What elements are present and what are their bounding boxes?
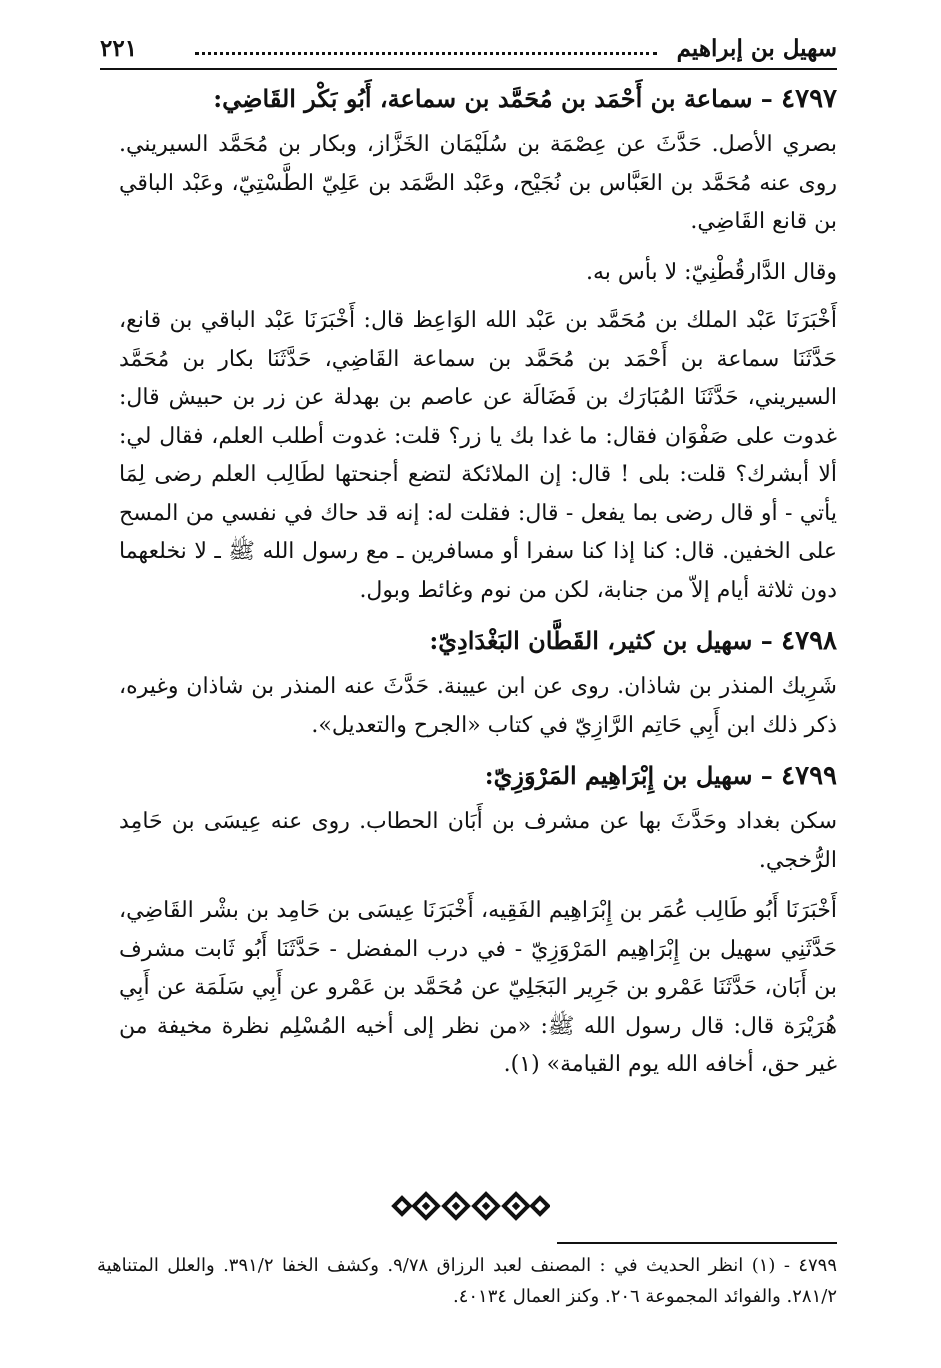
entry-paragraph: بصري الأصل. حَدَّثَ عن عِصْمَة بن سُلَيْمَان الخَزَّاز، وبكار بن مُحَمَّد السيريني. روى عنه مُحَمَّد بن العَبَّاس بن نُجَيْح، وعَبْد الصَّمَد بن عَلِيّ الطَّسْتِيّ، وعَبْد الباقي بن قانع القَاضِي. <box>119 132 837 234</box>
footnotes <box>97 1250 837 1312</box>
entry-heading <box>119 80 837 118</box>
entry-name: سهيل بن كثير، القَطَّان البَغْدَادِيّ: <box>429 626 753 655</box>
entry-paragraph: أَخْبَرَنَا أَبُو طَالِب عُمَر بن إِبْرَاهِيم الفَقِيه، أَخْبَرَنَا عِيسَى بن حَامِد بن بشْر القَاضِي، حَدَّثَنِي سهيل بن إِبْرَاهِيم المَرْوَزِيّ - في درب المفضل - حَدَّثَنَا أَبُو ثَابت مشرف بن أَبَان، حَدَّثَنَا عَمْرو بن جَرِير البَجَلِيّ عن مُحَمَّد بن عَمْرو عن أَبِي سَلَمَة عن أَبِي هُرَيْرَة قال: قال رسول الله ﷺ: «من نظر إلى أخيه المُسْلِم نظرة مخيفة من غير حق، أخافه الله يوم القيامة» (١). <box>119 898 837 1077</box>
entry-number: ٤٧٩٧ <box>781 84 837 114</box>
footnote-rule <box>557 1242 837 1244</box>
entry-heading <box>119 757 837 795</box>
footnote: ٤٧٩٩ - (١) انظر الحديث في : المصنف لعبد الرزاق ٩/٧٨. وكشف الخفا ٣٩١/٢. والعلل المتناهية ٢٨١/٢. والفوائد المجموعة ٢٠٦. وكنز العمال ٤٠١٣٤. <box>97 1255 837 1307</box>
entry-heading <box>119 622 837 660</box>
header-title: سهيل بن إبراهيم <box>676 35 837 62</box>
page-number: ٢٢١ <box>100 35 138 62</box>
entry-paragraph: أَخْبَرَنَا عَبْد الملك بن مُحَمَّد بن عَبْد الله الوَاعِظ قال: أَخْبَرَنَا عَبْد الباقي بن قانع، حَدَّثَنَا سماعة بن أَحْمَد بن مُحَمَّد بن سماعة القَاضِي، حَدَّثَنَا بكار بن مُحَمَّد السيريني، حَدَّثَنَا المُبَارَك بن فَضَالَة عن عاصم بن بهدلة عن زر بن حبيش قال: غدوت على صَفْوَان فقال: ما غدا بك يا زر؟ قلت: غدوت أطلب العلم، فقال لي: ألا أبشرك؟ قلت: بلى ! قال: إن الملائكة لتضع أجنحتها لطَالِب العلم رضى لِمَا يأتي - أو قال رضى بما يفعل - قال: فقلت له: إنه قد حاك في نفسي من المسح على الخفين. قال: كنا إذا كنا سفرا أو مسافرين ـ مع رسول الله ﷺ ـ لا نخلعهما دون ثلاثة أيام إلاّ من جنابة، لكن من نوم وغائط وبول. <box>119 308 837 603</box>
entry-number: ٤٧٩٩ <box>781 761 837 791</box>
entry-dash: – <box>752 84 773 113</box>
main-text <box>119 76 837 1097</box>
entry-name: سماعة بن أَحْمَد بن مُحَمَّد بن سماعة، أَبُو بَكْر القَاضِي: <box>213 84 753 113</box>
ornament-divider-icon <box>390 1186 550 1226</box>
entry-number: ٤٧٩٨ <box>781 626 837 656</box>
entry-paragraph: وقال الدَّارقُطْنِيّ: لا بأس به. <box>586 259 837 285</box>
entry-name: سهيل بن إِبْرَاهِيم المَرْوَزِيّ: <box>484 761 753 790</box>
entry-dash: – <box>752 626 773 655</box>
entry-paragraph: سكن بغداد وحَدَّثَ بها عن مشرف بن أَبَان الحطاب. روى عنه عِيسَى بن حَامِد الرُّخجي. <box>119 809 837 873</box>
header-leader-dots <box>195 36 657 55</box>
entry-dash: – <box>752 761 773 790</box>
entry-paragraph: شَرِيك المنذر بن شاذان. روى عن ابن عيينة. حَدَّثَ عنه المنذر بن شاذان وغيره، ذكر ذلك ابن أَبِي حَاتِم الرَّازِيّ في كتاب «الجرح والتعديل». <box>119 674 837 738</box>
running-header <box>100 32 837 70</box>
